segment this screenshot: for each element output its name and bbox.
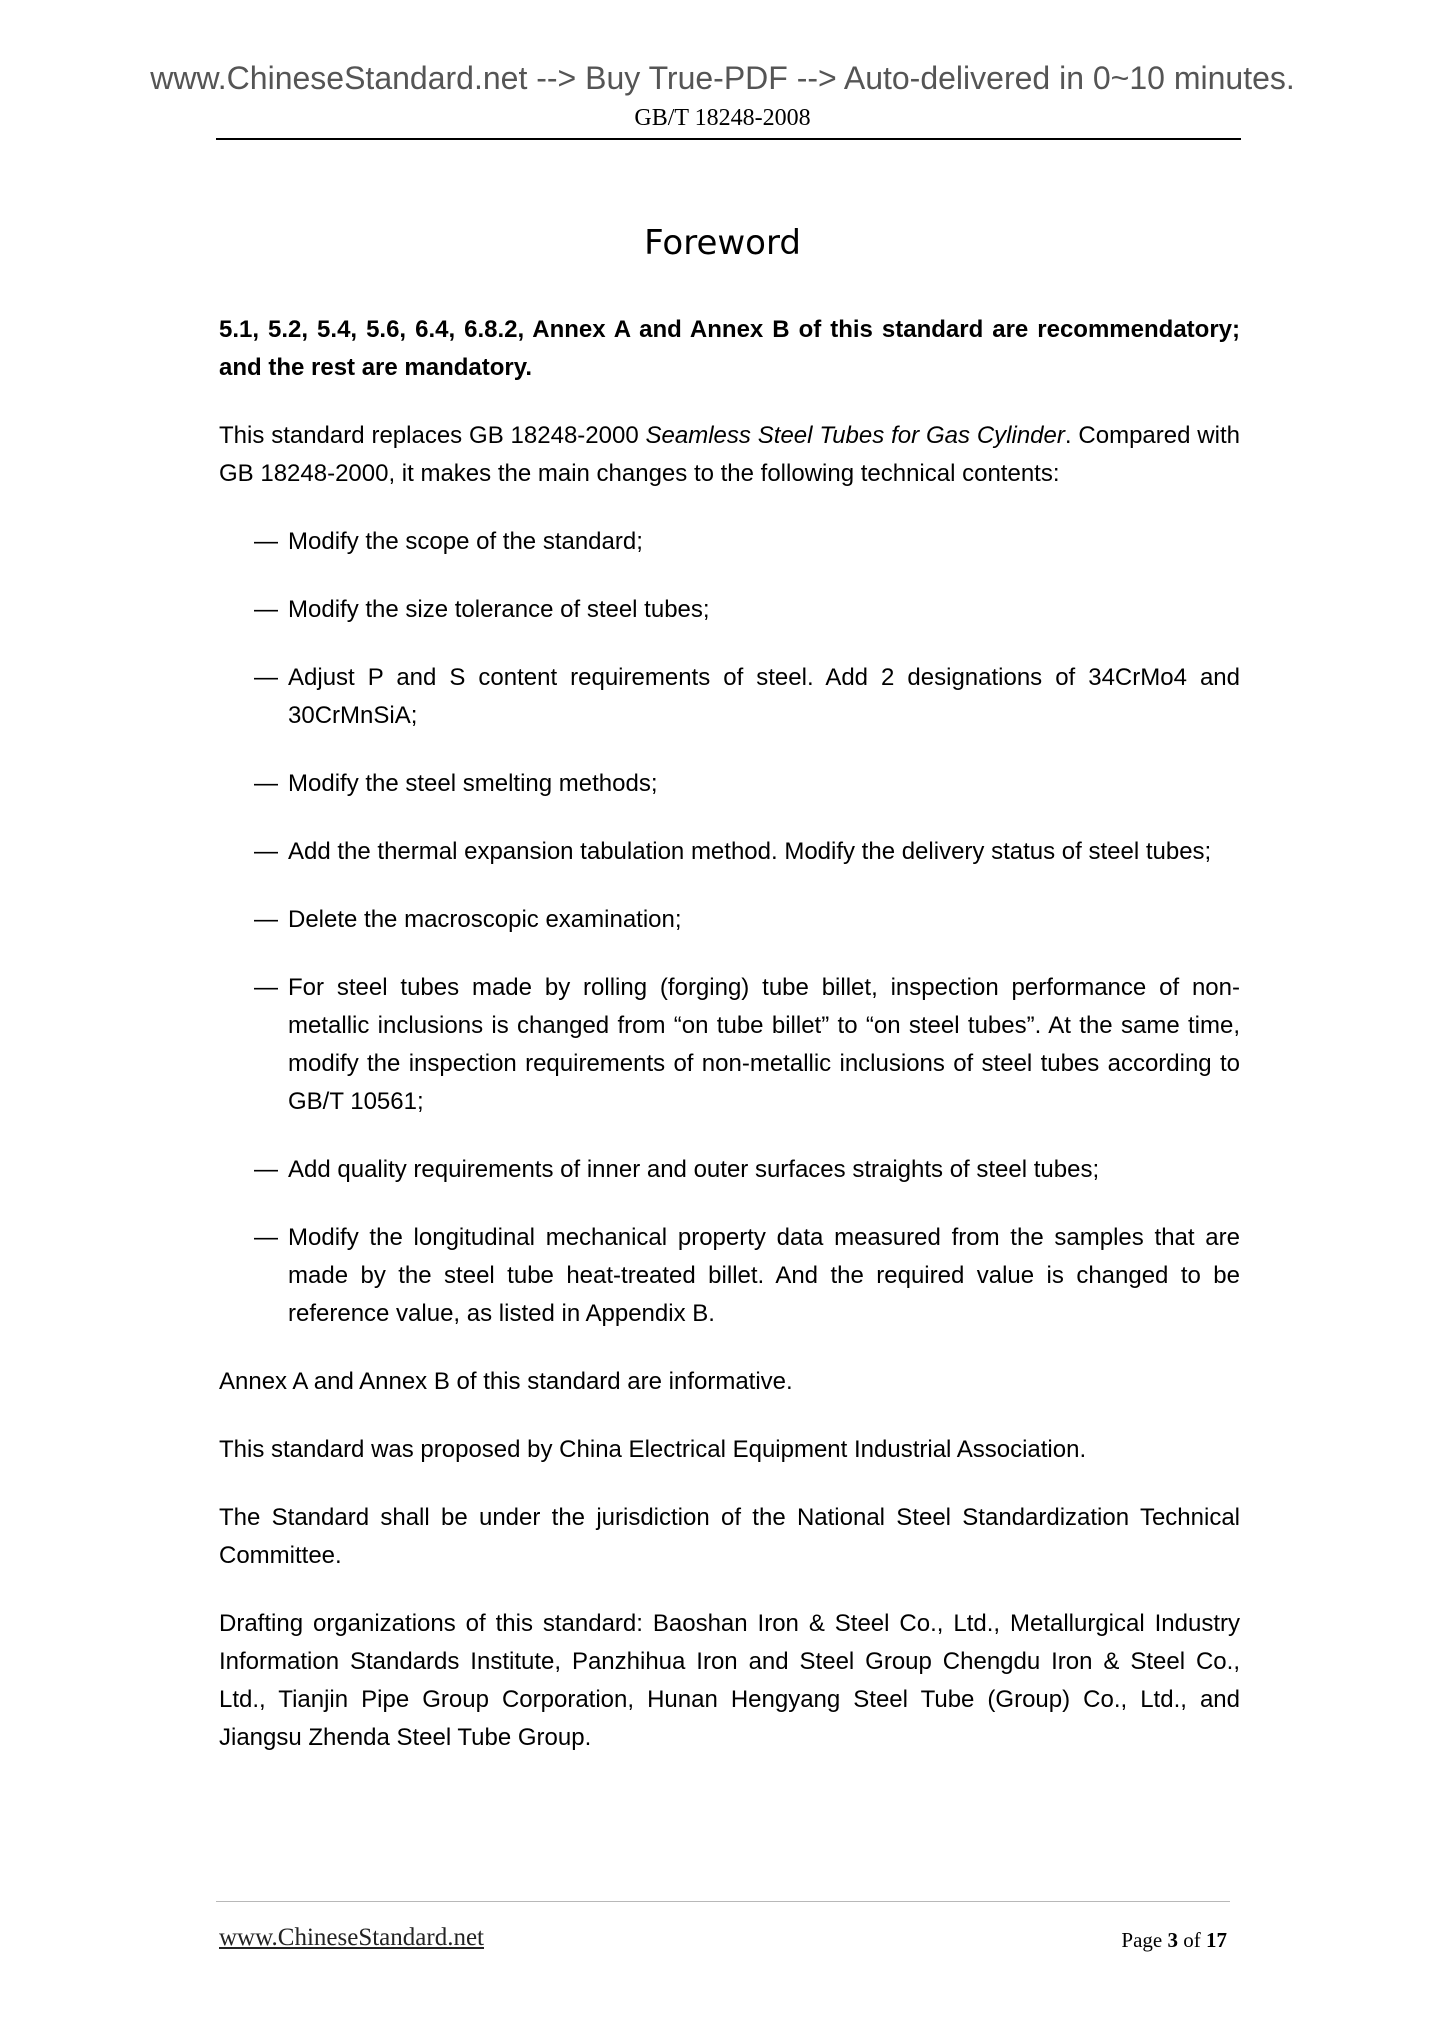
header-divider (216, 138, 1241, 140)
list-item-text: Modify the size tolerance of steel tubes; (288, 596, 710, 623)
annex-note-paragraph: Annex A and Annex B of this standard are informative. (219, 1368, 793, 1395)
changes-list (219, 523, 1240, 1333)
document-body (219, 311, 1240, 1787)
jurisdiction-paragraph: The Standard shall be under the jurisdiction of the National Steel Standardization Technical Committee. (219, 1504, 1240, 1569)
list-item (254, 523, 1240, 561)
page-label: Page (1121, 1928, 1163, 1952)
list-item-text: Add quality requirements of inner and outer surfaces straights of steel tubes; (288, 1156, 1100, 1183)
list-item (254, 591, 1240, 629)
dash-bullet: — (254, 596, 278, 623)
dash-bullet: — (254, 664, 278, 691)
drafting-organizations-paragraph: Drafting organizations of this standard: Baoshan Iron & Steel Co., Ltd., Metallurgical Industry Information Standards Institute, Panzhihua Iron and Steel Group Chengdu Iron & Steel Co., Ltd., Tianjin Pipe Group Corporation, Hunan Hengyang Steel Tube (Group) Co., Ltd., and Jiangsu Zhenda Steel Tube Group. (219, 1610, 1240, 1751)
list-item-text: For steel tubes made by rolling (forging) tube billet, inspection performance of non-metallic inclusions is changed from “on tube billet” to “on steel tubes”. At the same time, modify the inspection requirements of non-metallic inclusions of steel tubes according to GB/T 10561; (288, 974, 1240, 1115)
dash-bullet: — (254, 1156, 278, 1183)
page-total: 17 (1206, 1928, 1227, 1952)
list-item-text: Modify the scope of the standard; (288, 528, 643, 555)
list-item-text: Modify the longitudinal mechanical property data measured from the samples that are made by the steel tube heat-treated billet. And the required value is changed to be reference value, as listed in Appendix B. (288, 1224, 1240, 1327)
list-item-text: Adjust P and S content requirements of steel. Add 2 designations of 34CrMo4 and 30CrMnSiA; (288, 664, 1240, 729)
replaced-standard-title: Seamless Steel Tubes for Gas Cylinder (645, 422, 1065, 449)
list-item-text: Add the thermal expansion tabulation method. Modify the delivery status of steel tubes; (288, 838, 1212, 865)
list-item-text: Modify the steel smelting methods; (288, 770, 658, 797)
dash-bullet: — (254, 906, 278, 933)
page-current: 3 (1167, 1928, 1178, 1952)
page-of: of (1183, 1928, 1201, 1952)
footer-site-link[interactable]: www.ChineseStandard.net (219, 1924, 484, 1951)
source-banner: www.ChineseStandard.net --> Buy True-PDF --> Auto-delivered in 0~10 minutes. (150, 60, 1295, 96)
list-item (254, 969, 1240, 1121)
page-number (1121, 1927, 1227, 1953)
replaces-prefix: This standard replaces GB 18248-2000 (219, 422, 646, 449)
list-item (254, 901, 1240, 939)
replaces-suffix: . Compared with GB 18248-2000, it makes the main changes to the following technical contents: (219, 422, 1240, 487)
list-item (254, 1151, 1240, 1189)
footer-divider (216, 1901, 1230, 1902)
list-item (254, 659, 1240, 735)
proposed-by-paragraph: This standard was proposed by China Electrical Equipment Industrial Association. (219, 1436, 1087, 1463)
dash-bullet: — (254, 974, 278, 1001)
dash-bullet: — (254, 1224, 278, 1251)
recommendatory-clauses-paragraph: 5.1, 5.2, 5.4, 5.6, 6.4, 6.8.2, Annex A and Annex B of this standard are recommendatory; and the rest are mandatory. (219, 316, 1240, 381)
list-item (254, 765, 1240, 803)
dash-bullet: — (254, 838, 278, 865)
page-title: Foreword (644, 223, 801, 263)
dash-bullet: — (254, 770, 278, 797)
list-item (254, 833, 1240, 871)
dash-bullet: — (254, 528, 278, 555)
list-item (254, 1219, 1240, 1333)
replaces-paragraph (219, 417, 1240, 493)
standard-code: GB/T 18248-2008 (634, 105, 811, 131)
list-item-text: Delete the macroscopic examination; (288, 906, 682, 933)
